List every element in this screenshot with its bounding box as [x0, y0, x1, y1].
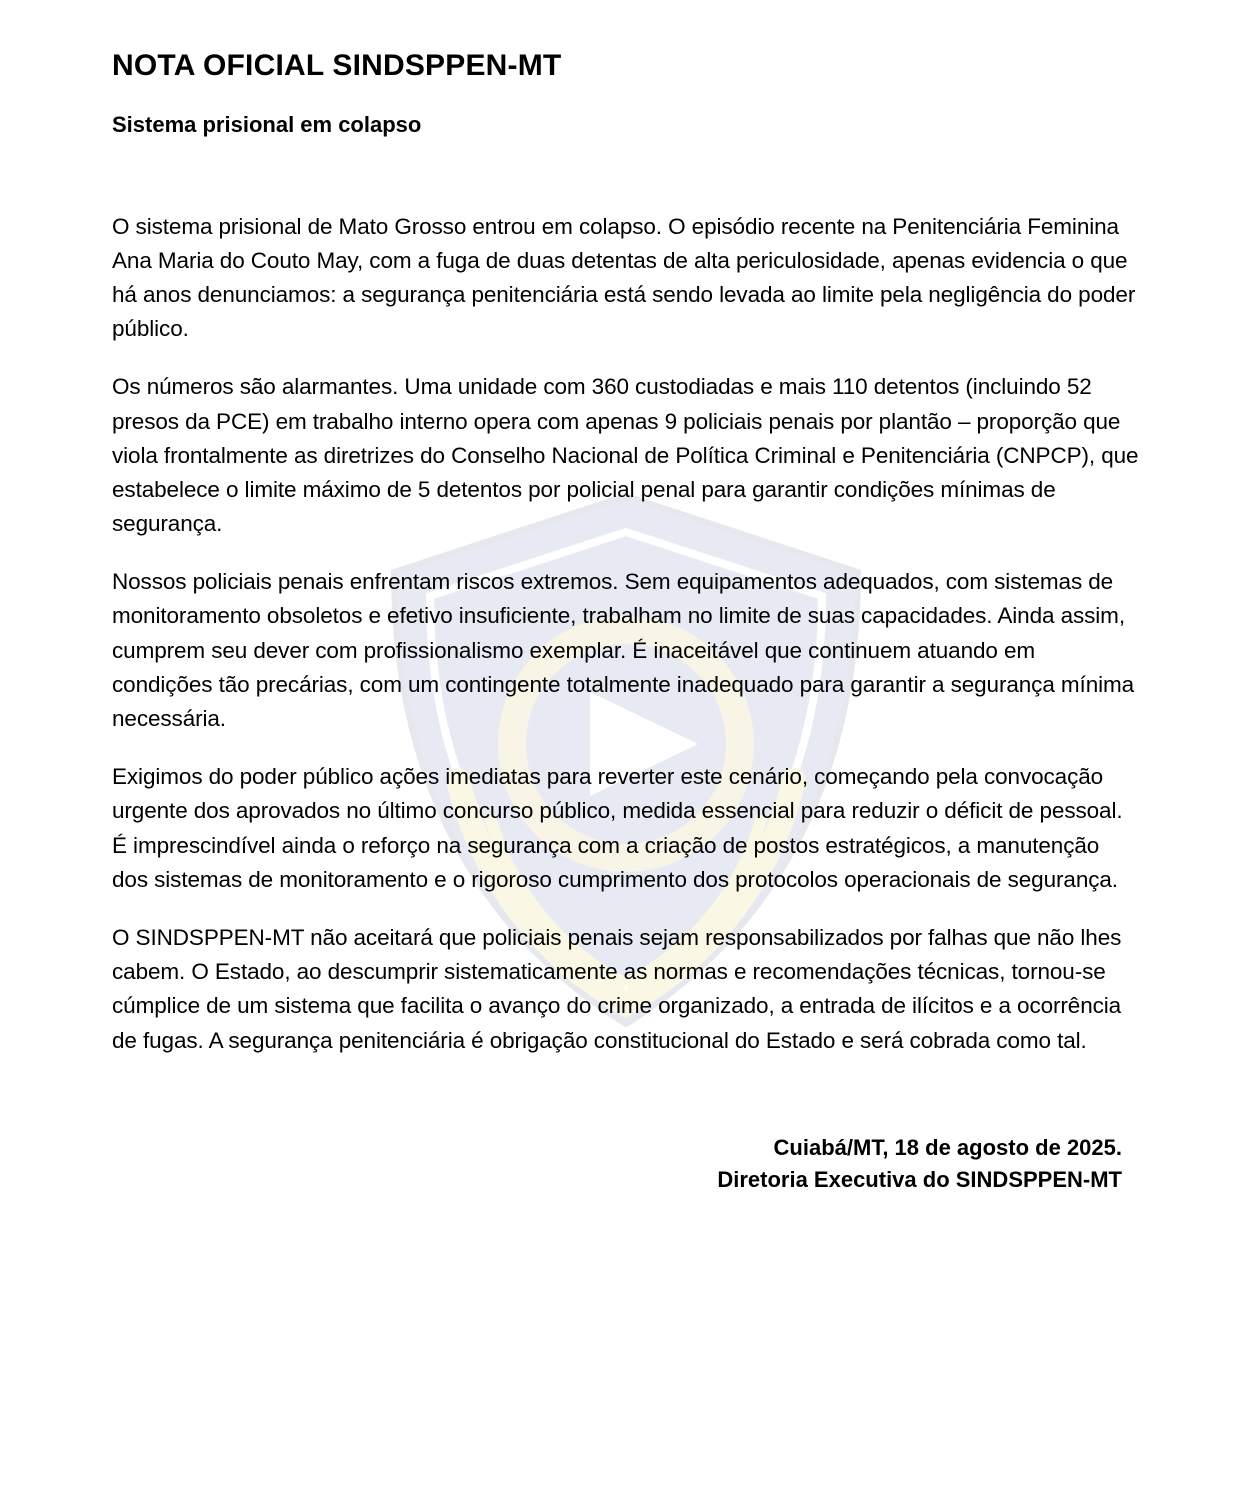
paragraph-5: O SINDSPPEN-MT não aceitará que policiais penais sejam responsabilizados por falhas que não lhes cabem. O Estado, ao descumprir sistematicamente as normas e recomendações técnicas, tornou-se cúmplice de um sistema que facilita o avanço do crime organizado, a entrada de ilícitos e a ocorrência de fugas. A segurança penitenciária é obrigação constitucional do Estado e será cobrada como tal.	[112, 924, 1122, 1053]
paragraph-1: O sistema prisional de Mato Grosso entrou em colapso. O episódio recente na Penitenciária Feminina Ana Maria do Couto May, com a fuga de duas detentas de alta periculosidade, apenas evidencia o que há anos denunciamos: a segurança penitenciária está sendo levada ao limite pela negligência do poder público.	[112, 213, 1136, 342]
paragraph-2: Os números são alarmantes. Uma unidade com 360 custodiadas e mais 110 detentos (incluindo 52 presos da PCE) em trabalho interno opera com apenas 9 policiais penais por plantão – proporção que viola frontalmente as diretrizes do Conselho Nacional de Política Criminal e Penitenciária (CNPCP), que estabelece o limite máximo de 5 detentos por policial penal para garantir condições mínimas de segurança.	[112, 374, 1139, 537]
document-body	[112, 210, 1140, 1058]
signature-place-date: Cuiabá/MT, 18 de agosto de 2025.	[773, 1134, 1122, 1160]
signature-signer: Diretoria Executiva do SINDSPPEN-MT	[717, 1166, 1122, 1192]
paragraph-3: Nossos policiais penais enfrentam riscos extremos. Sem equipamentos adequados, com sistemas de monitoramento obsoletos e efetivo insuficiente, trabalham no limite de suas capacidades. Ainda assim, cumprem seu dever com profissionalismo exemplar. É inaceitável que continuem atuando em condições tão precárias, com um contingente totalmente inadequado para garantir a segurança mínima necessária.	[112, 569, 1135, 732]
page-subtitle: Sistema prisional em colapso	[112, 112, 422, 137]
paragraph-4: Exigimos do poder público ações imediatas para reverter este cenário, começando pela convocação urgente dos aprovados no último concurso público, medida essencial para reduzir o déficit de pessoal. É imprescindível ainda o reforço na segurança com a criação de postos estratégicos, a manutenção dos sistemas de monitoramento e o rigoroso cumprimento dos protocolos operacionais de segurança.	[112, 764, 1123, 892]
signature-block	[112, 1132, 1140, 1196]
page-title: NOTA OFICIAL SINDSPPEN-MT	[112, 49, 562, 82]
